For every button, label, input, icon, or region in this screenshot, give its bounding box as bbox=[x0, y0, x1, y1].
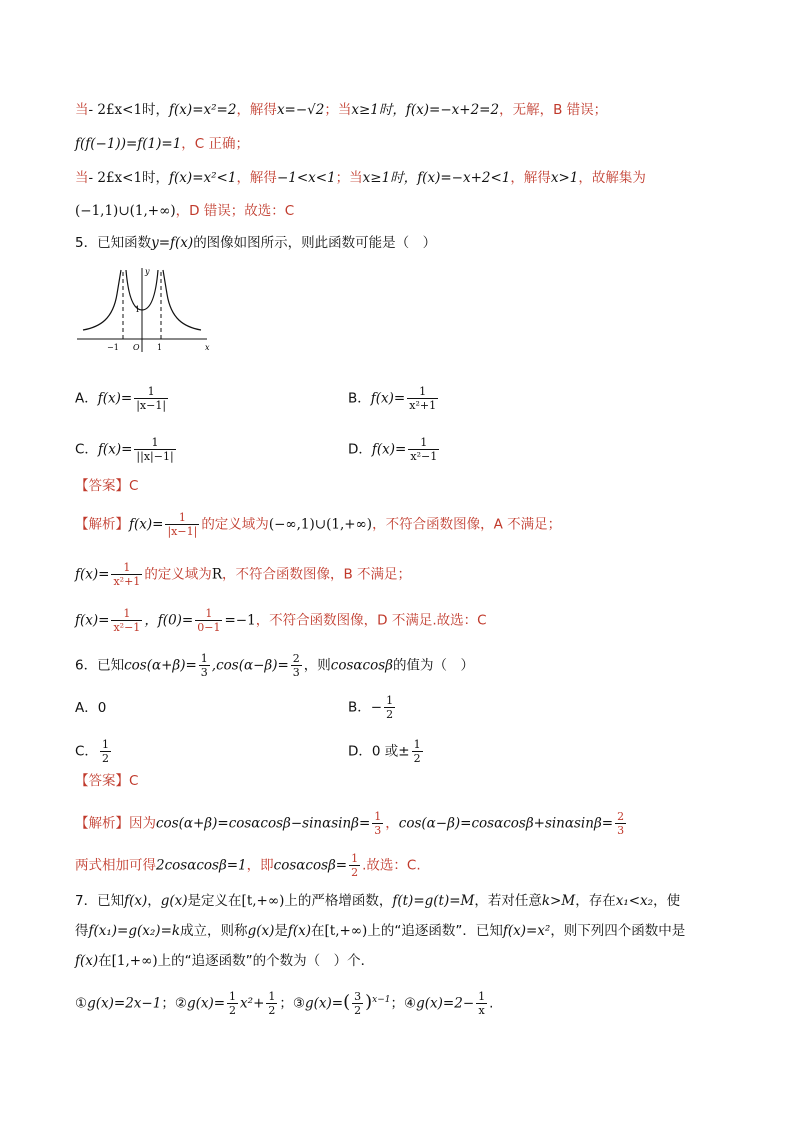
label-1-y: 1 bbox=[135, 305, 141, 314]
fraction: $\frac{1}{|x-1|}$ bbox=[167, 511, 198, 538]
text: 上的“追逐函数”．已知 bbox=[367, 923, 503, 939]
text: 的值为（ ） bbox=[392, 657, 474, 674]
math: f(x)=−x+2<1 bbox=[417, 170, 511, 186]
q5-analysis-1 bbox=[75, 511, 561, 538]
math: x₁<x₂ bbox=[615, 893, 654, 909]
option-d[interactable] bbox=[348, 738, 425, 765]
text: ，使 bbox=[653, 893, 681, 909]
math: cos(α−β)=cosαcosβ+sinαsinβ= bbox=[398, 815, 614, 832]
fraction: $\frac{1}{2}$ bbox=[351, 852, 359, 879]
math: - 2£x<1时， bbox=[88, 102, 170, 118]
question-7-line-2 bbox=[75, 921, 685, 941]
fraction: $\frac{1}{0-1}$ bbox=[197, 607, 221, 634]
math: f(x)= bbox=[129, 516, 164, 533]
math: x²+ bbox=[240, 995, 265, 1012]
text: ， bbox=[385, 815, 399, 832]
text: ，D 错误；故选：C bbox=[175, 203, 295, 219]
question-6-stem bbox=[75, 652, 474, 679]
text: ，即 bbox=[246, 857, 274, 874]
math: x≥1时， bbox=[362, 170, 418, 186]
math: g(x) bbox=[160, 893, 188, 909]
solution-line-3 bbox=[75, 168, 646, 188]
math: k>M bbox=[541, 893, 576, 909]
math: f(x)=x² bbox=[502, 923, 551, 939]
fraction: $\frac{1}{\text{x²−1}}$ bbox=[410, 436, 438, 463]
label-origin: O bbox=[133, 343, 140, 352]
label-x: x bbox=[205, 343, 210, 352]
text: 的图像如图所示，则此函数可能是（ ） bbox=[193, 235, 437, 251]
q5-analysis-2 bbox=[75, 561, 411, 588]
fraction: $\frac{1}{2}$ bbox=[229, 990, 237, 1017]
math: (−1,1)∪(1,+∞) bbox=[75, 203, 176, 219]
fraction: $\frac{3}{2}$ bbox=[354, 990, 362, 1017]
option-label: A． bbox=[75, 390, 98, 407]
text: ， bbox=[147, 893, 161, 909]
option-text: A．0 bbox=[75, 700, 107, 716]
math: cosαcosβ= bbox=[273, 857, 348, 874]
option-b[interactable] bbox=[348, 694, 397, 721]
text: ，存在 bbox=[575, 893, 616, 909]
math: (−∞,1)∪(1,+∞) bbox=[268, 516, 373, 533]
text: 两式相加可得 bbox=[75, 857, 156, 874]
text: 当 bbox=[75, 102, 89, 118]
text: ，则 bbox=[303, 657, 331, 674]
text: 的定义域为 bbox=[201, 516, 269, 533]
text: 上的“追逐函数”的个数为（ ）个． bbox=[157, 953, 375, 969]
curve-left-branch bbox=[83, 270, 121, 330]
fraction: $\frac{2}{3}$ bbox=[292, 652, 300, 679]
analysis-tag: 【解析】 bbox=[75, 516, 129, 533]
text: .故选：C. bbox=[362, 857, 421, 874]
text: ，不符合函数图像，D 不满足.故选：C bbox=[255, 612, 487, 629]
label-y: y bbox=[145, 267, 150, 276]
text: ；④ bbox=[390, 995, 417, 1012]
text: 6．已知 bbox=[75, 657, 125, 674]
option-a[interactable] bbox=[75, 385, 170, 412]
option-label: C． bbox=[75, 441, 98, 458]
text: ；当 bbox=[324, 102, 352, 118]
math: cosαcosβ bbox=[330, 657, 393, 674]
option-label: C． bbox=[75, 743, 98, 760]
q6-analysis-2 bbox=[75, 852, 421, 879]
text: ，故解集为 bbox=[578, 170, 646, 186]
math: f(t)=g(t)=M bbox=[392, 893, 475, 909]
text: ，解得 bbox=[510, 170, 551, 186]
math: f(x)= bbox=[97, 390, 133, 407]
label-neg1: −1 bbox=[107, 343, 119, 352]
text: 因为 bbox=[129, 815, 156, 832]
text: 的定义域为 bbox=[144, 566, 212, 583]
text: ；当 bbox=[335, 170, 363, 186]
q6-answer: 【答案】C bbox=[75, 773, 139, 789]
math: x>1 bbox=[550, 170, 579, 186]
fraction: $\frac{1}{2}$ bbox=[386, 694, 394, 721]
math: g(x)= bbox=[305, 995, 344, 1012]
text: ，解得 bbox=[236, 170, 277, 186]
option-label: B． bbox=[348, 390, 371, 407]
math: x≥1时， bbox=[351, 102, 406, 118]
text: ，解得 bbox=[236, 102, 277, 118]
paren-close: ) bbox=[365, 991, 373, 1013]
option-c[interactable] bbox=[75, 738, 113, 765]
curve-right-branch bbox=[163, 270, 201, 330]
fraction: $\frac{1}{\text{x²+1}}$ bbox=[113, 561, 141, 588]
fraction: $\frac{1}{2}$ bbox=[101, 738, 109, 765]
text: ；③ bbox=[279, 995, 305, 1012]
text: ，不符合函数图像，A 不满足； bbox=[372, 516, 562, 533]
q5-analysis-3 bbox=[75, 607, 487, 634]
text: ，若对任意 bbox=[474, 893, 542, 909]
exponent: x−1 bbox=[372, 995, 391, 1005]
math: f(x)=−x+2=2 bbox=[405, 102, 500, 118]
fraction: $\frac{1}{x}$ bbox=[478, 990, 486, 1017]
text: 是定义在 bbox=[187, 893, 242, 909]
math: cos(α+β)= bbox=[124, 657, 197, 674]
math: 2cosαcosβ=1 bbox=[156, 857, 247, 874]
label-1: 1 bbox=[157, 343, 163, 352]
math: [1,+∞) bbox=[111, 953, 158, 969]
q6-analysis-1 bbox=[75, 810, 628, 837]
text: 当 bbox=[75, 170, 89, 186]
math: y=f(x) bbox=[151, 235, 194, 251]
math: f(x)= bbox=[97, 441, 133, 458]
text: ；② bbox=[161, 995, 187, 1012]
question-5-stem bbox=[75, 233, 436, 253]
text: ，C 正确； bbox=[181, 136, 250, 152]
math: ,cos(α−β)= bbox=[211, 657, 289, 674]
math: f(x₁)=g(x₂)=k bbox=[88, 923, 181, 939]
math: R bbox=[211, 566, 222, 583]
solution-line-1 bbox=[75, 100, 607, 120]
math: g(x) bbox=[247, 923, 275, 939]
text: 上的严格增函数， bbox=[284, 893, 393, 909]
math: f(x)=x²<1 bbox=[169, 170, 237, 186]
text: 在 bbox=[98, 953, 112, 969]
fraction: $\frac{1}{\text{x²−1}}$ bbox=[113, 607, 141, 634]
text: 得 bbox=[75, 923, 89, 939]
math: f(x)= bbox=[371, 441, 407, 458]
question-7-line-1 bbox=[75, 891, 680, 911]
option-d[interactable] bbox=[348, 436, 441, 463]
question-7-line-4 bbox=[75, 990, 493, 1017]
option-label: B． bbox=[348, 699, 371, 716]
math: g(x)=2− bbox=[416, 995, 475, 1012]
math: [t,+∞) bbox=[241, 893, 285, 909]
text: ① bbox=[75, 995, 88, 1012]
math: f(f(−1))=f(1)=1 bbox=[75, 136, 182, 152]
math: cos(α+β)=cosαcosβ−sinαsinβ= bbox=[156, 815, 371, 832]
analysis-tag: 【解析】 bbox=[75, 815, 129, 832]
fraction: $\frac{1}{3}$ bbox=[374, 810, 382, 837]
text: ，无解，B 错误； bbox=[499, 102, 608, 118]
text: 5．已知函数 bbox=[75, 235, 152, 251]
math: [t,+∞) bbox=[324, 923, 368, 939]
math: f(x) bbox=[124, 893, 148, 909]
option-a[interactable] bbox=[75, 698, 106, 718]
math: −1<x<1 bbox=[276, 170, 336, 186]
text: 7．已知 bbox=[75, 893, 125, 909]
fraction: $\frac{1}{2}$ bbox=[268, 990, 276, 1017]
math: f(x)=x²=2 bbox=[169, 102, 237, 118]
fraction: $\frac{1}{2}$ bbox=[413, 738, 421, 765]
option-label: D． bbox=[348, 441, 372, 458]
math: − bbox=[370, 699, 383, 716]
text: 是 bbox=[274, 923, 288, 939]
text: 成立，则称 bbox=[180, 923, 248, 939]
fraction: $\frac{1}{\text{x²+1}}$ bbox=[409, 385, 437, 412]
math: f(x) bbox=[287, 923, 312, 939]
text: ，不符合函数图像，B 不满足； bbox=[221, 566, 412, 583]
math: =−1 bbox=[224, 612, 256, 629]
option-c[interactable] bbox=[75, 436, 178, 463]
math: f(x)= bbox=[370, 390, 406, 407]
option-label: D．0 或± bbox=[348, 743, 410, 760]
option-b[interactable] bbox=[348, 385, 440, 412]
paren-open: ( bbox=[343, 991, 351, 1013]
q5-answer: 【答案】C bbox=[75, 478, 139, 494]
function-graph bbox=[75, 264, 215, 356]
text: 在 bbox=[311, 923, 325, 939]
fraction: $\frac{2}{3}$ bbox=[617, 810, 625, 837]
math: g(x)=2x−1 bbox=[87, 995, 162, 1012]
fraction: $\frac{1}{3}$ bbox=[200, 652, 208, 679]
math: f(x) bbox=[75, 953, 99, 969]
math: x=−√2 bbox=[276, 102, 325, 118]
math: f(x)= bbox=[75, 566, 110, 583]
solution-line-2 bbox=[75, 134, 249, 154]
fraction: $\frac{1}{||x|-1|}$ bbox=[136, 436, 174, 463]
question-7-line-3 bbox=[75, 951, 374, 971]
solution-line-4 bbox=[75, 201, 294, 221]
text: ，则下列四个函数中是 bbox=[550, 923, 686, 939]
math: ，f(0)= bbox=[144, 612, 194, 629]
fraction: $\frac{1}{|x-1|}$ bbox=[136, 385, 167, 412]
math: - 2£x<1时， bbox=[88, 170, 170, 186]
math: f(x)= bbox=[75, 612, 110, 629]
math: g(x)= bbox=[186, 995, 226, 1012]
text: . bbox=[489, 995, 494, 1012]
